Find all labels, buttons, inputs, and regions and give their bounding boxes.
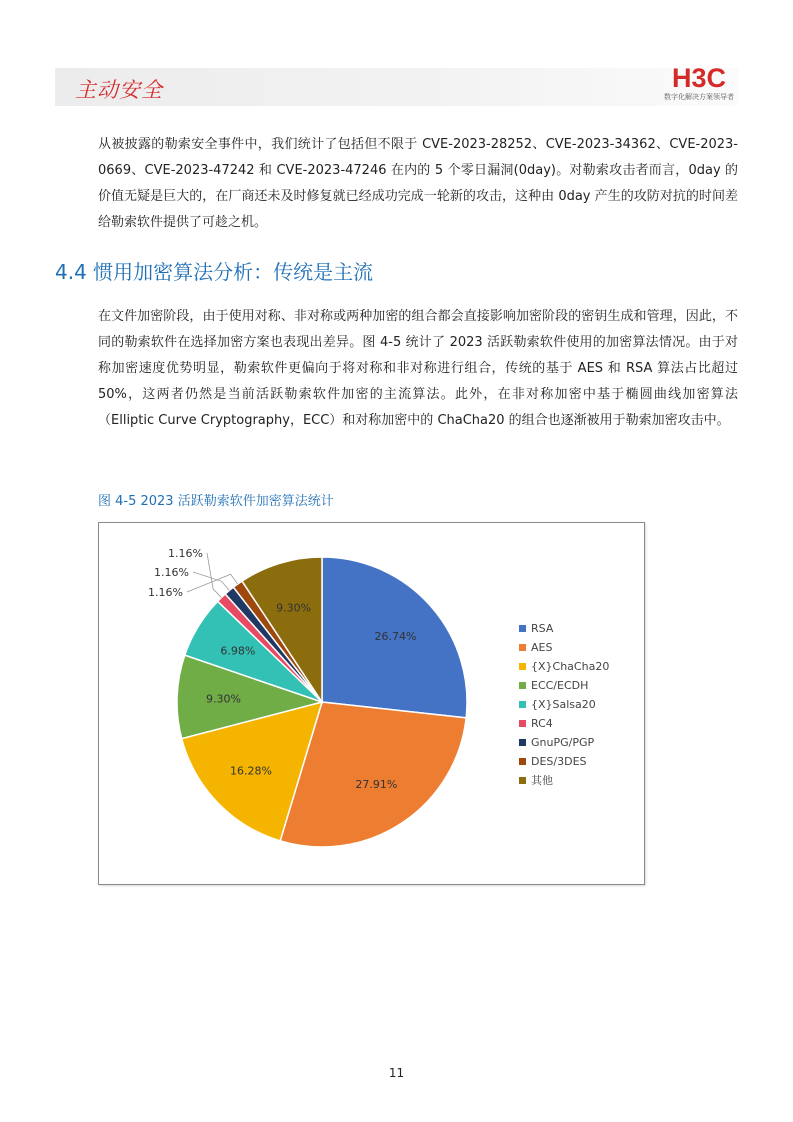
leader-line-rc4 — [207, 553, 221, 598]
legend-label-x-salsa20: {X}Salsa20 — [531, 698, 596, 711]
header-title: 主动安全 — [75, 78, 163, 102]
legend-label-rsa: RSA — [531, 622, 554, 635]
figure-caption: 图 4-5 2023 活跃勒索软件加密算法统计 — [98, 494, 334, 509]
legend-swatch-x-salsa20 — [519, 701, 526, 708]
paragraph-encryption: 在文件加密阶段，由于使用对称、非对称或两种加密的组合都会直接影响加密阶段的密钥生成和管理，因此，不同的勒索软件在选择加密方案也表现出差异。图 4-5 统计了 2023 活跃勒索软件使用的加密算法情况。由于对称加密速度优势明显，勒索软件更偏向于将对称和非对称进行组合，传统的基于 AES 和 RSA 算法占比超过 50%，这两者仍然是当前活跃勒索软件加密的主流算法。此外，在非对称加密中基于椭圆曲线加密算法（Elliptic Curve Cryptography，ECC）和对称加密中的 ChaCha20 的组合也逐渐被用于勒索加密攻击中。 — [98, 309, 738, 428]
h3c-logo — [660, 64, 738, 104]
legend-swatch-rsa — [519, 625, 526, 632]
data-label-gnupg-pgp: 1.16% — [154, 566, 189, 579]
legend-swatch-des-3des — [519, 758, 526, 765]
logo-subtitle: 数字化解决方案领导者 — [664, 93, 734, 101]
page-number: 11 — [388, 1066, 405, 1080]
legend-label-des-3des: DES/3DES — [531, 755, 587, 768]
paragraph-0day: 从被披露的勒索安全事件中，我们统计了包括但不限于 CVE-2023-28252、CVE-2023-34362、CVE-2023-0669、CVE-2023-47242 和 CVE-2023-47246 在内的 5 个零日漏洞(0day)。对勒索攻击者而言，0day 的价值无疑是巨大的，在厂商还未及时修复就已经成功完成一轮新的攻击，这种由 0day 产生的攻防对抗的时间差给勒索软件提供了可趁之机。 — [98, 137, 738, 230]
pie-chart — [99, 523, 644, 884]
data-label-x-chacha20: 16.28% — [230, 764, 272, 778]
legend-label-ecc-ecdh: ECC/ECDH — [531, 679, 589, 692]
legend-swatch-x-chacha20 — [519, 663, 526, 670]
legend-label-aes: AES — [531, 641, 553, 654]
data-label-ecc-ecdh: 9.30% — [205, 692, 241, 706]
legend-label-gnupg-pgp: GnuPG/PGP — [531, 736, 595, 749]
legend-label-x-chacha20: {X}ChaCha20 — [531, 660, 610, 673]
legend-swatch-other — [519, 777, 526, 784]
legend-swatch-gnupg-pgp — [519, 739, 526, 746]
data-label-des-3des: 1.16% — [148, 586, 183, 599]
chart-frame — [98, 522, 645, 885]
data-label-x-salsa20: 6.98% — [220, 644, 256, 658]
legend-swatch-aes — [519, 644, 526, 651]
legend-label-other: 其他 — [531, 774, 553, 787]
section-title: 4.4 惯用加密算法分析：传统是主流 — [55, 260, 374, 284]
legend-label-rc4: RC4 — [531, 717, 553, 730]
legend-swatch-ecc-ecdh — [519, 682, 526, 689]
legend — [519, 622, 609, 787]
logo-text: H3C — [671, 63, 726, 93]
data-label-aes: 27.91% — [355, 778, 398, 792]
legend-swatch-rc4 — [519, 720, 526, 727]
data-label-rsa: 26.74% — [374, 630, 417, 644]
data-label-rc4: 1.16% — [168, 547, 203, 560]
data-label-other: 9.30% — [276, 601, 312, 615]
